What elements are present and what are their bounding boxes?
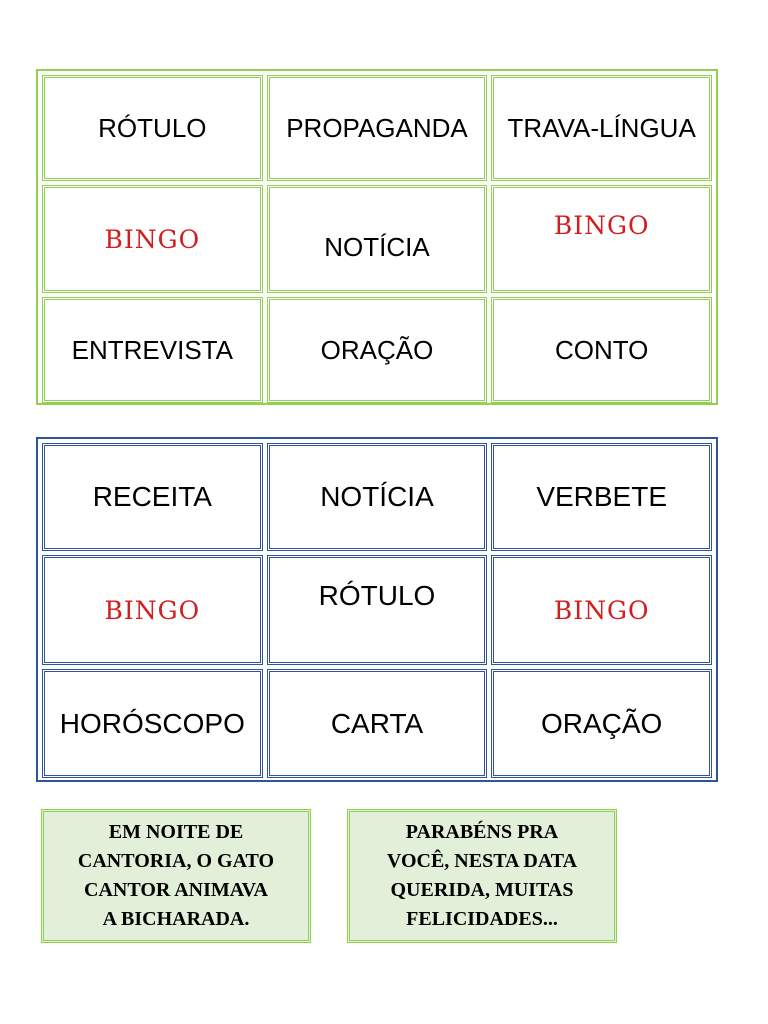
phrase-line: EM NOITE DE [108, 821, 244, 843]
card-cell [491, 555, 712, 665]
cell-text: RÓTULO [98, 112, 207, 143]
phrase-line: VOCÊ, NESTA DATA [386, 850, 578, 872]
card-cell [491, 669, 712, 778]
phrase-line: FELICIDADES... [406, 908, 558, 930]
card-cell [42, 669, 263, 778]
cell-text: RECEITA [92, 481, 212, 512]
card-cell [491, 75, 712, 181]
bingo-free-space: BINGO [553, 595, 650, 625]
cell-text: VERBETE [536, 481, 668, 512]
card-cell [491, 185, 712, 293]
card-cell [42, 297, 263, 403]
card-cell [267, 75, 488, 181]
cell-text: NOTÍCIA [320, 481, 434, 512]
cell-text: HORÓSCOPO [59, 707, 245, 739]
phrase-text [78, 818, 274, 934]
card-cell [491, 297, 712, 403]
cell-text: CONTO [554, 334, 649, 365]
bingo-free-space: BINGO [553, 210, 650, 240]
card-cell [42, 443, 263, 551]
card-cell [491, 443, 712, 551]
phrase-card-cantoria [41, 809, 311, 943]
cell-text: ORAÇÃO [540, 707, 663, 739]
bingo-card-blue [36, 437, 718, 782]
card-cell [267, 443, 488, 551]
phrase-line: A BICHARADA. [102, 908, 250, 930]
phrase-text [387, 818, 577, 934]
card-cell [42, 555, 263, 665]
cell-text: RÓTULO [318, 580, 436, 611]
phrase-line: PARABÉNS PRA [405, 821, 559, 843]
phrase-line: CANTOR ANIMAVA [84, 879, 268, 901]
cell-text: ORAÇÃO [320, 334, 434, 365]
cell-text: PROPAGANDA [286, 112, 468, 143]
phrase-line: CANTORIA, O GATO [77, 850, 275, 872]
phrase-line: QUERIDA, MUITAS [390, 879, 574, 901]
card-cell [267, 555, 488, 665]
cell-text: CARTA [330, 707, 424, 739]
card-cell [42, 185, 263, 293]
bingo-free-space: BINGO [104, 224, 201, 254]
cell-text: NOTÍCIA [324, 231, 430, 262]
card-cell [42, 75, 263, 181]
cell-text: ENTREVISTA [71, 334, 233, 365]
cell-text: TRAVA-LÍNGUA [507, 112, 696, 143]
phrase-card-parabens [347, 809, 617, 943]
card-cell [267, 669, 488, 778]
card-cell [267, 185, 488, 293]
bingo-free-space: BINGO [104, 595, 201, 625]
card-cell [267, 297, 488, 403]
bingo-card-green [36, 69, 718, 405]
